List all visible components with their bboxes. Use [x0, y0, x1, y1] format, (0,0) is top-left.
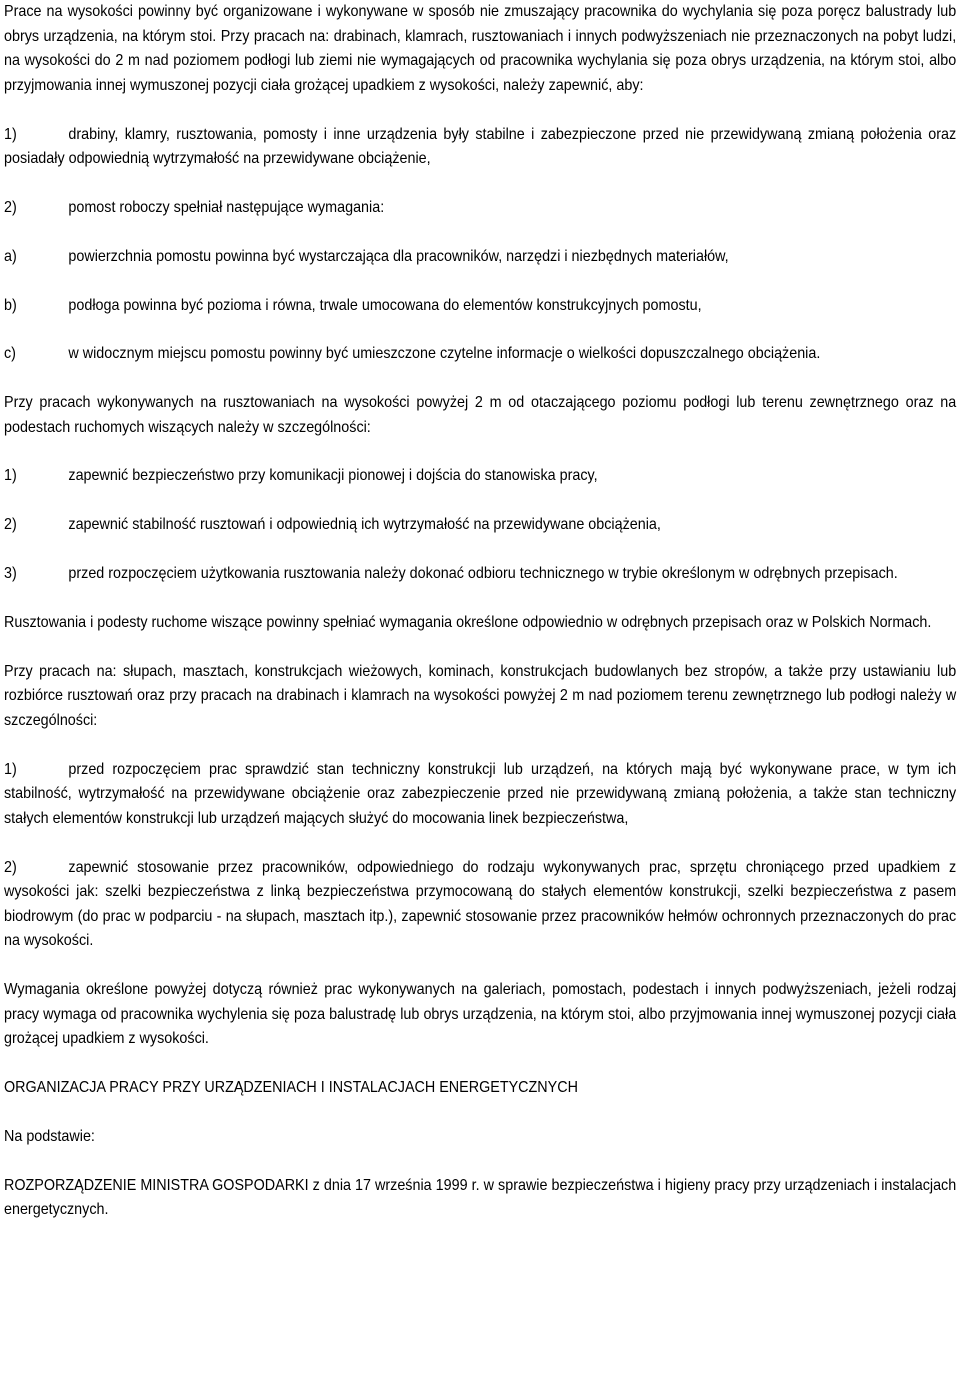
item-text: zapewnić bezpieczeństwo przy komunikacji pionowej i dojścia do stanowiska pracy,: [68, 467, 598, 485]
item-number: 1): [4, 125, 17, 143]
item-number: 1): [4, 760, 17, 778]
list-item: [4, 294, 956, 319]
item-text: przed rozpoczęciem prac sprawdzić stan techniczny konstrukcji lub urządzeń, na których mają być wykonywane prace, w tym ich stabilność, wytrzymałość na przewidywane obciążenie oraz zabezpieczenie przed nie przewidywaną zmianą położenia, a także stan techniczny stałych elementów konstrukcji lub urządzeń mających służyć do mocowania linek bezpieczeństwa,: [4, 760, 957, 827]
item-text: powierzchnia pomostu powinna być wystarczająca dla pracowników, narzędzi i niezbędnych materiałów,: [68, 247, 729, 265]
item-number: c): [4, 345, 16, 363]
list-item: [4, 562, 956, 587]
list-item: [4, 196, 956, 221]
item-text: podłoga powinna być pozioma i równa, trwale umocowana do elementów konstrukcyjnych pomostu,: [68, 296, 702, 314]
section-heading: ORGANIZACJA PRACY PRZY URZĄDZENIACH I INSTALACJACH ENERGETYCZNYCH: [4, 1079, 578, 1097]
item-text: drabiny, klamry, rusztowania, pomosty i inne urządzenia były stabilne i zabezpieczone przed nie przewidywaną zmianą położenia oraz posiadały odpowiednią wytrzymałość na przewidywane obciążenie,: [4, 125, 957, 168]
list-item: [4, 123, 956, 172]
item-number: b): [4, 296, 17, 314]
paragraph: Prace na wysokości powinny być organizowane i wykonywane w sposób nie zmuszający pracownika do wychylania się poza poręcz balustrady lub obrys urządzenia, na którym stoi. Przy pracach na: drabinach, klamrach, rusztowaniach i innych podwyższeniach nie przeznaczonych na pobyt ludzi, na wysokości do 2 m nad poziomem podłogi lub ziemi nie wymagających od pracownika wychylania się poza obrys urządzenia, na którym stoi, albo przyjmowania innej wymuszonej pozycji ciała grożącej upadkiem z wysokości, należy zapewnić, aby:: [4, 3, 957, 94]
regulation-reference: ROZPORZĄDZENIE MINISTRA GOSPODARKI z dnia 17 września 1999 r. w sprawie bezpieczeństwa i higieny pracy przy urządzeniach i instalacjach energetycznych.: [4, 1176, 957, 1219]
paragraph: Przy pracach wykonywanych na rusztowaniach na wysokości powyżej 2 m od otaczającego poziomu podłogi lub terenu zewnętrznego oraz na podestach ruchomych wiszących należy w szczególności:: [4, 394, 957, 436]
list-item: [4, 856, 956, 954]
item-text: zapewnić stabilność rusztowań i odpowiednią ich wytrzymałość na przewidywane obciążenia,: [68, 516, 661, 534]
list-item: [4, 342, 956, 367]
list-item: [4, 513, 956, 538]
item-number: 3): [4, 565, 17, 582]
paragraph: Wymagania określone powyżej dotyczą również prac wykonywanych na galeriach, pomostach, podestach i innych podwyższeniach, jeżeli rodzaj pracy wymaga od pracownika wychylenia się poza balustradę lub obrys urządzenia, na którym stoi, albo przyjmowania innej wymuszonej pozycji ciała grożącej upadkiem z wysokości.: [4, 981, 957, 1048]
basis-label: Na podstawie:: [4, 1127, 95, 1145]
document-body: [4, 0, 956, 1247]
item-number: a): [4, 247, 17, 265]
item-text: pomost roboczy spełniał następujące wymagania:: [68, 198, 385, 216]
item-number: 2): [4, 516, 17, 534]
item-text: w widocznym miejscu pomostu powinny być umieszczone czytelne informacje o wielkości dopuszczalnego obciążenia.: [68, 345, 821, 363]
paragraph: Przy pracach na: słupach, masztach, konstrukcjach wieżowych, kominach, konstrukcjach budowlanych bez stropów, a także przy ustawianiu lub rozbiórce rusztowań oraz przy pracach na drabinach i klamrach na wysokości powyżej 2 m nad poziomem terenu zewnętrznego lub podłogi należy w szczególności:: [4, 662, 957, 729]
paragraph: Rusztowania i podesty ruchome wiszące powinny spełniać wymagania określone odpowiednio w odrębnych przepisach oraz w Polskich Normach.: [4, 613, 932, 631]
item-number: 2): [4, 858, 17, 876]
list-item: [4, 758, 956, 832]
item-number: 2): [4, 198, 17, 216]
list-item: [4, 245, 956, 270]
list-item: [4, 464, 956, 489]
item-number: 1): [4, 467, 17, 485]
item-text: zapewnić stosowanie przez pracowników, odpowiedniego do rodzaju wykonywanych prac, sprzętu chroniącego przed upadkiem z wysokości jak: szelki bezpieczeństwa z linką bezpieczeństwa przymocowaną do stałych elementów konstrukcji, szelki bezpieczeństwa z pasem biodrowym (do prac w podparciu - na słupach, masztach itp.), zapewnić stosowanie przez pracowników hełmów ochronnych przeznaczonych do prac na wysokości.: [4, 858, 957, 950]
item-text: przed rozpoczęciem użytkowania rusztowania należy dokonać odbioru technicznego w trybie określonym w odrębnych przepisach.: [68, 565, 898, 582]
